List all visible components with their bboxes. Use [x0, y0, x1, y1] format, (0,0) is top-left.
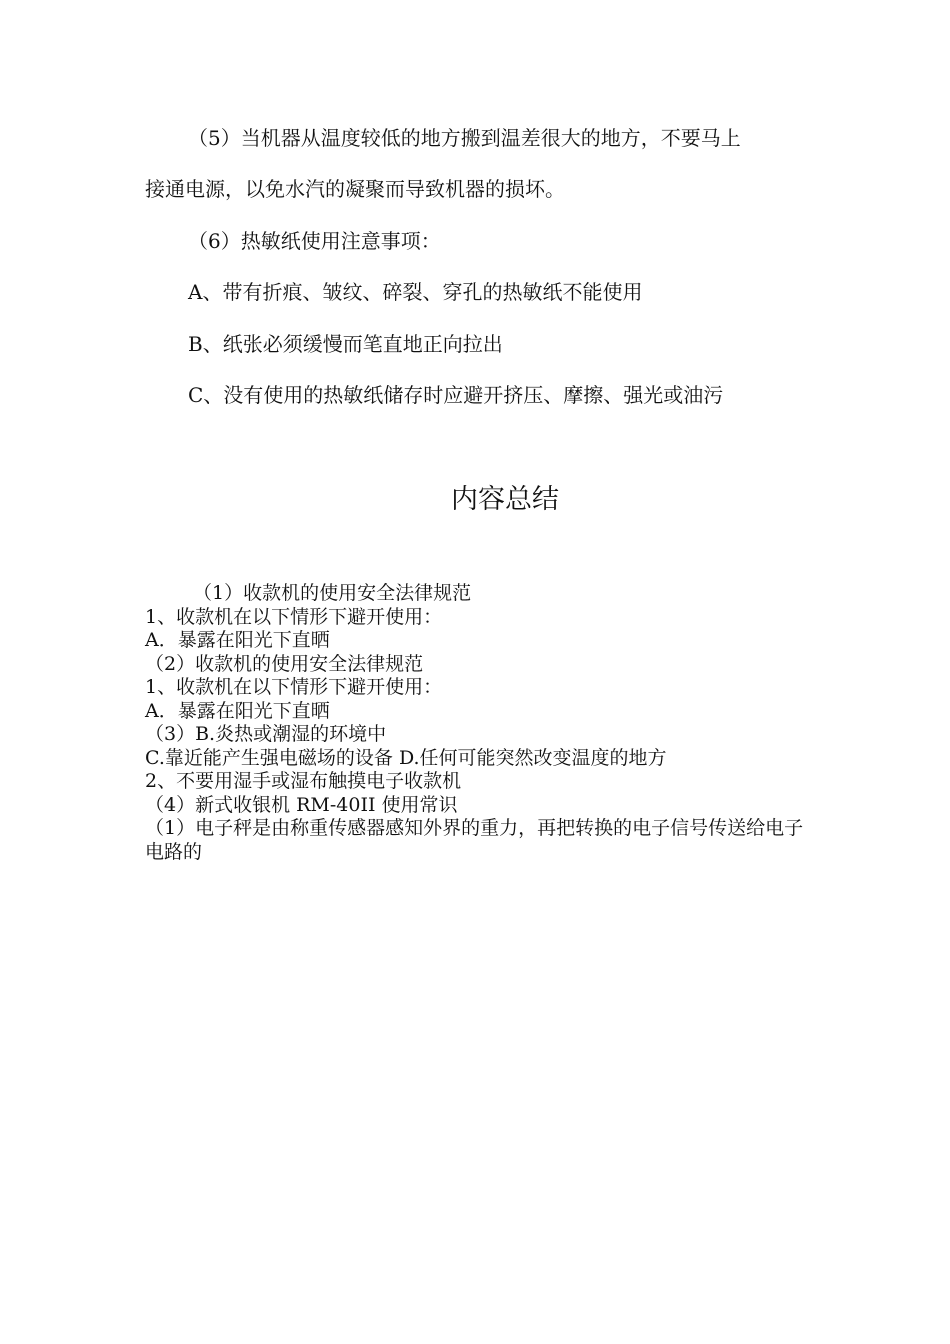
paragraph-6: （6）热敏纸使用注意事项： — [188, 229, 441, 253]
summary-line: 1、收款机在以下情形下避开使用： — [145, 605, 443, 628]
summary-line: （4）新式收银机 RM-40II 使用常识 — [145, 793, 458, 816]
summary-line: （2）收款机的使用安全法律规范 — [145, 652, 424, 675]
summary-line: C.靠近能产生强电磁场的设备 D.任何可能突然改变温度的地方 — [145, 746, 667, 769]
paragraph-5: （5）当机器从温度较低的地方搬到温差很大的地方，不要马上 — [188, 126, 741, 150]
item-c: C、没有使用的热敏纸储存时应避开挤压、摩擦、强光或油污 — [188, 383, 724, 407]
summary-line: A．暴露在阳光下直晒 — [145, 699, 330, 722]
summary-line: A．暴露在阳光下直晒 — [145, 629, 330, 651]
item-a: A、带有折痕、皱纹、碎裂、穿孔的热敏纸不能使用 — [188, 280, 643, 304]
summary-line: 2、不要用湿手或湿布触摸电子收款机 — [145, 770, 462, 792]
summary-line: （1）电子秤是由称重传感器感知外界的重力，再把转换的电子信号传送给电子电路的 — [145, 817, 804, 863]
summary-block — [145, 582, 825, 864]
item-b: B、纸张必须缓慢而笔直地正向拉出 — [188, 332, 503, 356]
summary-line: （1）收款机的使用安全法律规范 — [193, 582, 472, 604]
summary-title: 内容总结 — [451, 484, 559, 515]
summary-line: （3）B.炎热或潮湿的环境中 — [145, 723, 387, 745]
summary-line: 1、收款机在以下情形下避开使用： — [145, 676, 443, 698]
paragraph-5-continued: 接通电源，以免水汽的凝聚而导致机器的损坏。 — [145, 177, 565, 201]
